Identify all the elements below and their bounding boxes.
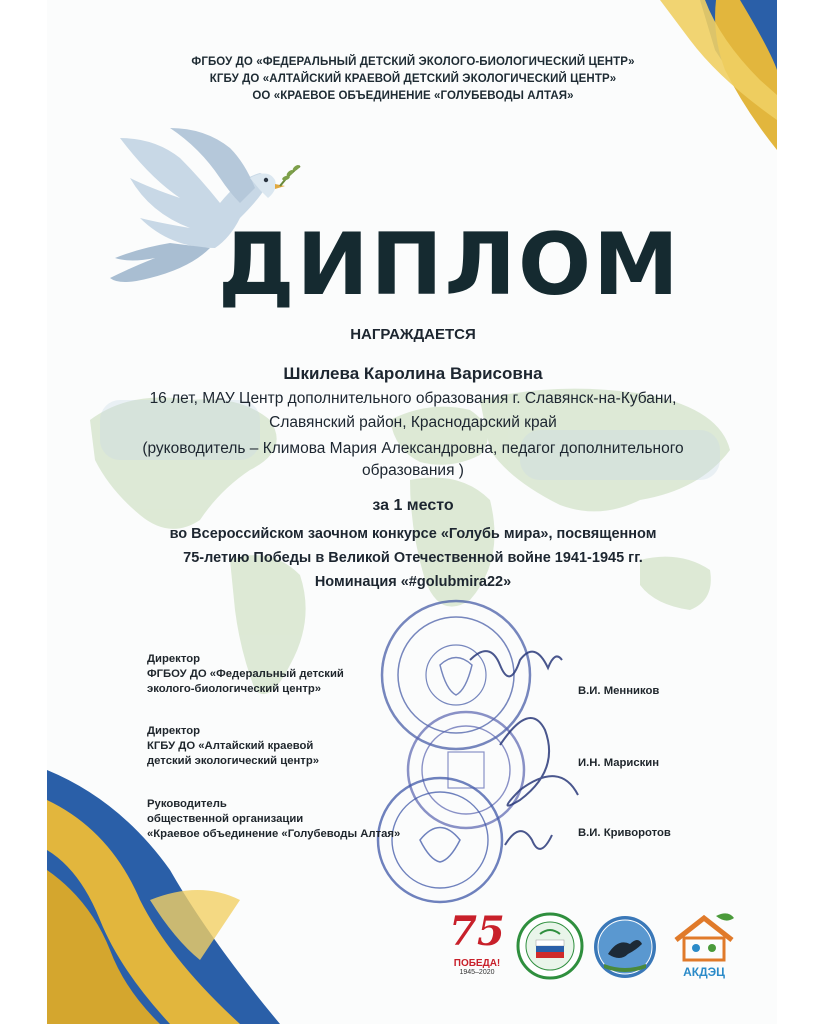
signatory-3-role-line-3: «Краевое объединение «Голубеводы Алтая» [147,828,401,840]
stamp-icon [408,712,524,828]
header-line-3: ОО «КРАЕВОЕ ОБЪЕДИНЕНИЕ «ГОЛУБЕВОДЫ АЛТАЯ» [252,90,574,102]
signature-icon [470,651,578,849]
akdec-house-icon [668,910,740,962]
akdec-text: АКДЭЦ [683,965,725,979]
recipient-line-3: (руководитель – Климова Мария Александровна, педагог дополнительного [142,440,684,457]
victory-text: ПОБЕДА! [453,958,501,969]
signatory-3-role-line-1: Руководитель [147,798,227,810]
signatory-1-role-line-1: Директор [147,653,201,665]
victory-75-number: 75 [449,908,505,955]
signatory-3-role-line-2: общественной организации [147,813,304,825]
signatory-1-role-line-3: эколого-биологический центр» [147,683,322,695]
recipient-line-4: образования ) [362,462,464,479]
header-line-2: КГБУ ДО «АЛТАЙСКИЙ КРАЕВОЙ ДЕТСКИЙ ЭКОЛОГИЧЕСКИЙ ЦЕНТР» [209,73,617,85]
recipient-line-2: Славянский район, Краснодарский край [269,414,557,431]
signatory-2-name: И.Н. Марискин [578,757,660,769]
header-line-1: ФГБОУ ДО «ФЕДЕРАЛЬНЫЙ ДЕТСКИЙ ЭКОЛОГО-БИОЛОГИЧЕСКИЙ ЦЕНТР» [191,56,635,68]
award-line-1: во Всероссийском заочном конкурсе «Голубь мира», посвященном [169,526,657,542]
signatory-2-role-line-1: Директор [147,725,201,737]
victory-years: 1945–2020 [459,969,495,976]
signatory-3-name: В.И. Криворотов [578,827,671,839]
federal-center-logo [516,912,584,980]
signatory-2-role [147,724,319,769]
award-line-3: Номинация «#golubmira22» [314,574,512,590]
signatory-1-role [147,652,344,697]
victory-75-logo [444,910,510,990]
pigeon-club-logo [592,914,658,980]
diploma-title: ДИПЛОМ [218,215,681,315]
akdec-logo [668,910,740,990]
signatory-2-role-line-2: КГБУ ДО «Алтайский краевой [147,740,314,752]
partner-logos [0,910,826,990]
recipient-name: Шкилева Каролина Варисовна [283,364,543,383]
signatory-1-name: В.И. Менников [578,685,660,697]
signatory-3-role [147,797,400,842]
award-place: за 1 место [372,497,454,514]
recipient-line-1: 16 лет, МАУ Центр дополнительного образования г. Славянск-на-Кубани, [149,390,677,407]
signatory-2-role-line-3: детский экологический центр» [147,755,320,767]
signatory-1-role-line-2: ФГБОУ ДО «Федеральный детский [147,668,344,680]
awarded-label: НАГРАЖДАЕТСЯ [350,326,476,343]
award-line-2: 75-летию Победы в Великой Отечественной войне 1941-1945 гг. [183,550,643,566]
